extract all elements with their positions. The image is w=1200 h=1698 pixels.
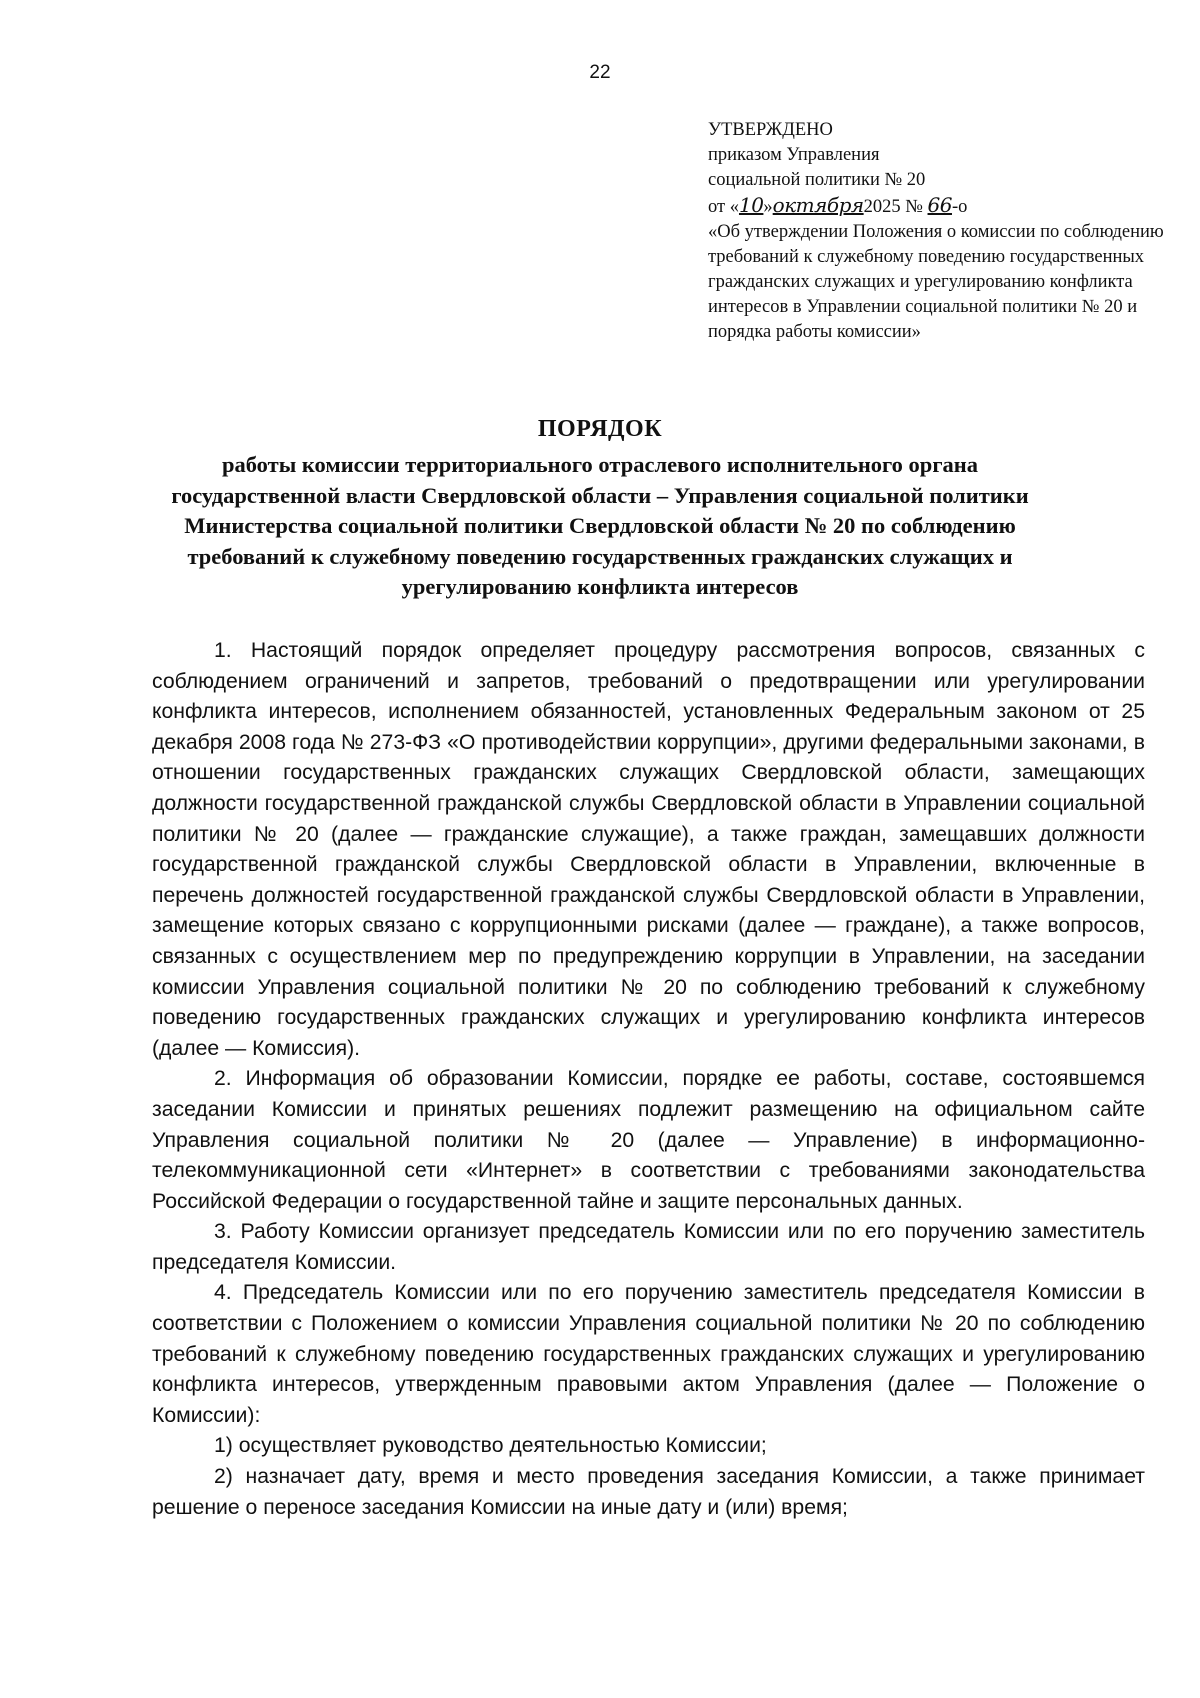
document-subtitle: работы комиссии территориального отраслевого исполнительного органа государственной власти Свердловской области – Управления социальной политики Министерства социальной политики Свердловской области № 20 по соблюдению требований к служебному поведению государственных гражданских служащих и урегулированию конфликта интересов [171,452,1029,599]
paragraph-4: 4. Председатель Комиссии или по его поручению заместитель председателя Комиссии в соответствии с Положением о комиссии Управления социальной политики № 20 по соблюдению требований к служебному поведению государственных гражданских служащих и урегулированию конфликта интересов, утвержденным правовыми актом Управления (далее — Положение о Комиссии): [152,1281,1145,1427]
handwritten-number: 66 [927,193,952,217]
paragraph-1: 1. Настоящий порядок определяет процедуру рассмотрения вопросов, связанных с соблюдением ограничений и запретов, требований о предотвращении или урегулировании конфликта интересов, исполнением обязанностей, установленных Федеральным законом от 25 декабря 2008 года № 273-ФЗ «О противодействии коррупции», другими федеральными законами, в отношении государственных гражданских служащих Свердловской области, замещающих должности государственной гражданской службы Свердловской области в Управлении социальной политики № 20 (далее — гражданские служащие), а также граждан, замещавших должности государственной гражданской службы Свердловской области в Управлении, включенные в перечень должностей государственной гражданской службы Свердловской области в Управлении, замещение которых связано с коррупционными рисками (далее — граждане), а также вопросов, связанных с осуществлением мер по предупреждению коррупции в Управлении, на заседании комиссии Управления социальной политики № 20 по соблюдению требований к служебному поведению государственных гражданских служащих и урегулированию конфликта интересов (далее — Комиссия). [152,639,1145,1060]
page-number: 22 [589,62,611,83]
approval-heading: УТВЕРЖДЕНО [708,120,833,140]
handwritten-month: октября [772,193,864,217]
paragraph-2: 2. Информация об образовании Комиссии, порядке ее работы, составе, состоявшемся заседании Комиссии и принятых решениях подлежит размещению на официальном сайте Управления социальной политики № 20 (далее — Управление) в информационно-телекоммуникационной сети «Интернет» в соответствии с требованиями законодательства Российской Федерации о государственной тайне и защите персональных данных. [152,1067,1145,1213]
approval-subject: «Об утверждении Положения о комиссии по соблюдению требований к служебному поведению государственных гражданских служащих и урегулированию конфликта интересов в Управлении социальной политики № 20 и порядка работы комиссии» [708,222,1164,342]
approval-line-2: социальной политики № 20 [708,170,926,190]
date-prefix: от « [708,197,739,217]
date-mid: » [763,197,773,217]
paragraph-3: 3. Работу Комиссии организует председатель Комиссии или по его поручению заместитель председателя Комиссии. [152,1220,1145,1274]
list-item-1: 1) осуществляет руководство деятельностью Комиссии; [214,1434,767,1458]
approval-date-line [708,193,1178,220]
list-item-2: 2) назначает дату, время и место проведения заседания Комиссии, а также принимает решение о переносе заседания Комиссии на иные дату и (или) время; [152,1465,1145,1519]
number-suffix: -о [951,197,968,217]
approval-line-1: приказом Управления [708,145,880,165]
document-title: ПОРЯДОК [537,416,663,442]
handwritten-day: 10 [738,193,764,217]
year-prefix: 2025 № [863,197,928,217]
approval-stamp [708,118,1178,345]
document-body [152,636,1145,1523]
